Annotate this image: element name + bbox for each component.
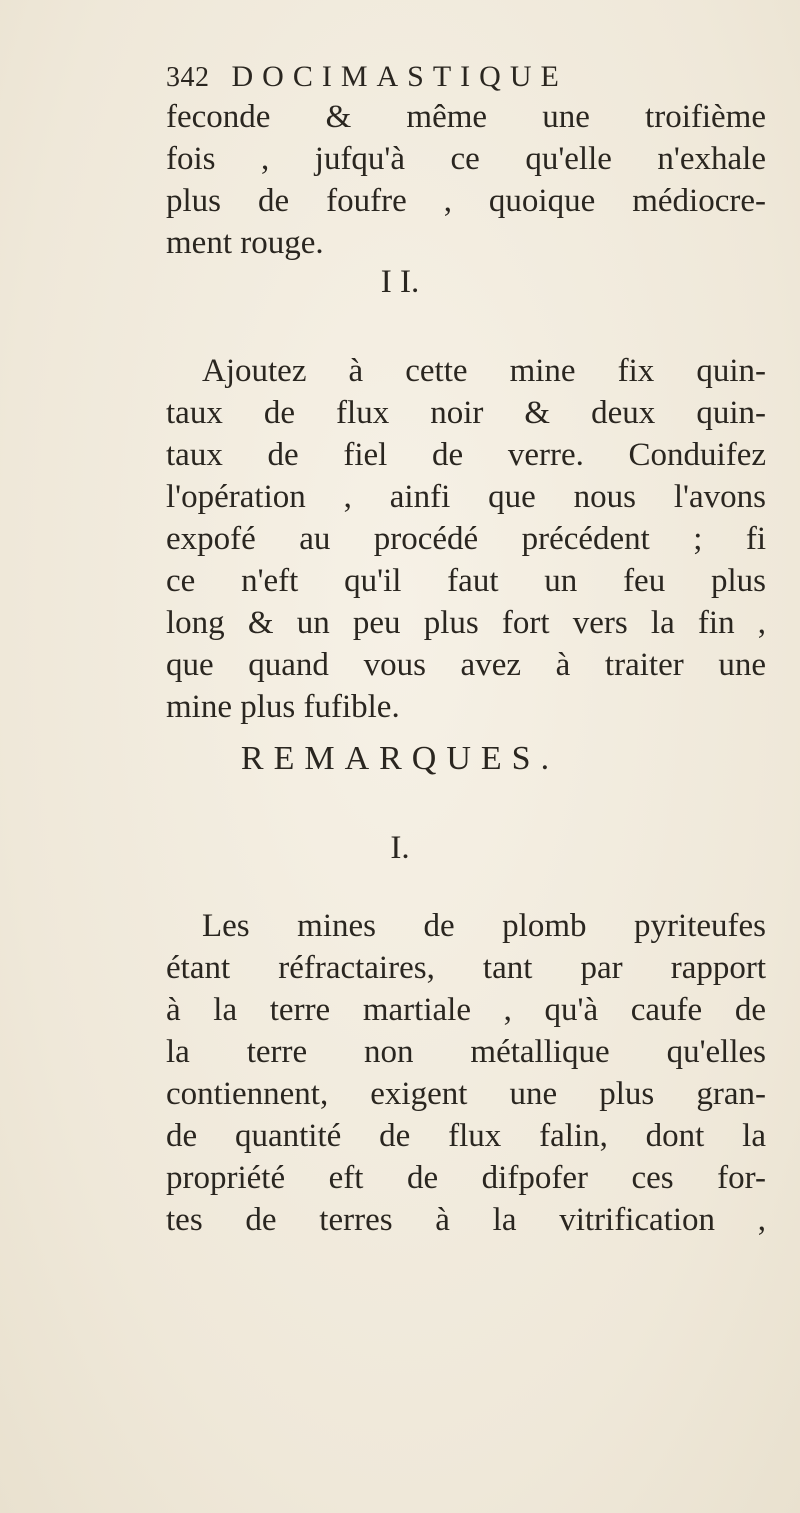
- text-line: expofé au procédé précédent ; fi: [166, 521, 766, 557]
- remarques-heading: REMARQUES.: [240, 740, 560, 777]
- text-line: étant réfractaires, tant par rapport: [166, 950, 766, 986]
- page-number: 342: [166, 62, 210, 93]
- text-line: plus de foufre , quoique médiocre-: [166, 183, 766, 219]
- text-line: propriété eft de difpofer ces for-: [166, 1160, 766, 1196]
- running-title: DOCIMASTIQUE: [231, 60, 568, 93]
- text-line: de quantité de flux falin, dont la: [166, 1118, 766, 1154]
- text-line: feconde & même une troifième: [166, 99, 766, 135]
- text-line: long & un peu plus fort vers la fin ,: [166, 605, 766, 641]
- text-line: Ajoutez à cette mine fix quin-: [202, 353, 766, 389]
- text-line: contiennent, exigent une plus gran-: [166, 1076, 766, 1112]
- text-line: l'opération , ainfi que nous l'avons: [166, 479, 766, 515]
- text-line: ce n'eft qu'il faut un feu plus: [166, 563, 766, 599]
- text-line: taux de flux noir & deux quin-: [166, 395, 766, 431]
- paragraph-continuation: [166, 96, 766, 264]
- text-line: Les mines de plomb pyriteufes: [202, 908, 766, 944]
- paragraph-les-mines: [166, 905, 766, 1241]
- text-line: mine plus fufible.: [166, 689, 400, 725]
- section-heading-i: I.: [390, 830, 410, 866]
- text-line: que quand vous avez à traiter une: [166, 647, 766, 683]
- section-heading-ii: I I.: [380, 264, 420, 300]
- text-line: à la terre martiale , qu'à caufe de: [166, 992, 766, 1028]
- text-line: ment rouge.: [166, 225, 324, 261]
- text-line: la terre non métallique qu'elles: [166, 1034, 766, 1070]
- text-line: taux de fiel de verre. Conduifez: [166, 437, 766, 473]
- paragraph-ajoutez: [166, 350, 766, 728]
- text-line: tes de terres à la vitrification ,: [166, 1202, 766, 1238]
- text-line: fois , jufqu'à ce qu'elle n'exhale: [166, 141, 766, 177]
